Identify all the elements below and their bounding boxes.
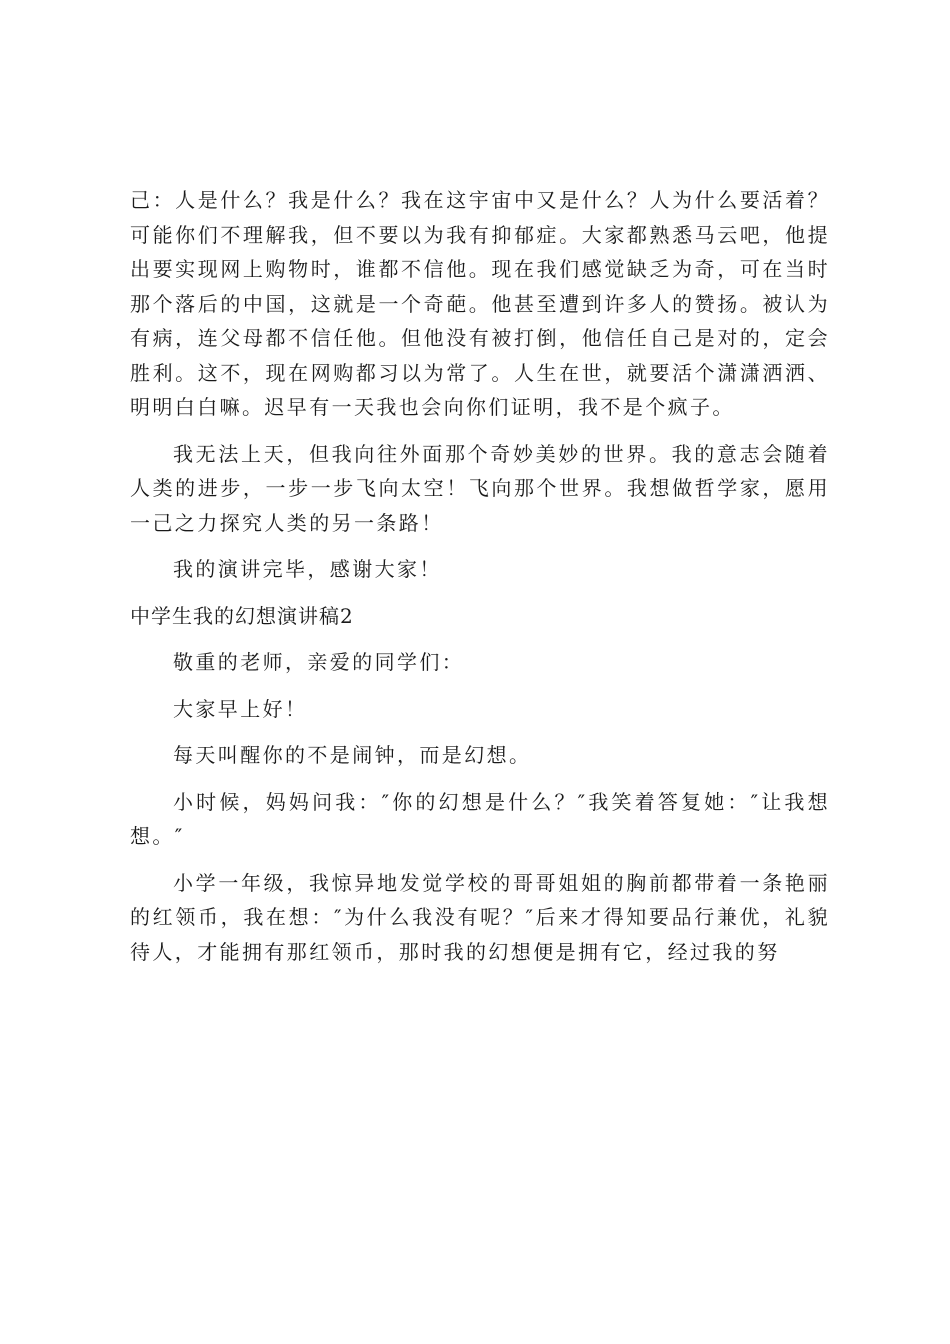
paragraph: 我无法上天，但我向往外面那个奇妙美妙的世界。我的意志会随着人类的进步，一步一步飞向太空！飞向那个世界。我想做哲学家，愿用一己之力探究人类的另一条路！ [130, 441, 830, 535]
paragraph: 小时候，妈妈问我：″你的幻想是什么？″我笑着答复她：″让我想想。″ [130, 789, 830, 848]
document-body [130, 183, 830, 969]
paragraph: 己：人是什么？我是什么？我在这宇宙中又是什么？人为什么要活着？可能你们不理解我，但不要以为我有抑郁症。大家都熟悉马云吧，他提出要实现网上购物时，谁都不信他。现在我们感觉缺乏为奇，可在当时那个落后的中国，这就是一个奇葩。他甚至遭到许多人的赞扬。被认为有病，连父母都不信任他。但他没有被打倒，他信任自己是对的，定会胜利。这不，现在网购都习以为常了。人生在世，就要活个潇潇洒洒、明明白白嘛。迟早有一天我也会向你们证明，我不是个疯子。 [130, 188, 830, 419]
paragraph: 小学一年级，我惊异地发觉学校的哥哥姐姐的胸前都带着一条艳丽的红领币，我在想：″为什么我没有呢？″后来才得知要品行兼优，礼貌待人，才能拥有那红领币，那时我的幻想便是拥有它，经过我的努 [130, 870, 830, 964]
section-heading: 中学生我的幻想演讲稿2 [130, 603, 354, 628]
paragraph-greeting: 大家早上好！ [173, 696, 308, 721]
paragraph-salutation: 敬重的老师，亲爱的同学们： [173, 650, 465, 674]
paragraph: 我的演讲完毕，感谢大家！ [173, 557, 442, 581]
paragraph: 每天叫醒你的不是闹钟，而是幻想。 [173, 743, 532, 767]
